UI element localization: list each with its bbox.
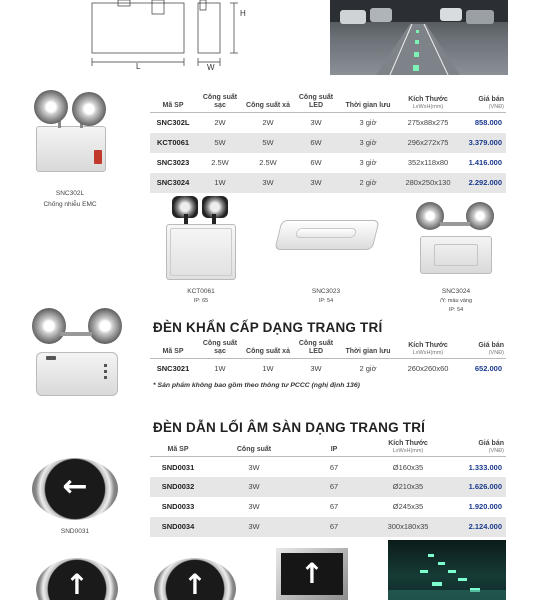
col-header-discharge: Công suất xả (244, 338, 292, 359)
table-row (150, 497, 506, 517)
col-header-size: Kích Thước LxWxH(mm) (366, 438, 450, 457)
cell-price: 652.000 (474, 364, 502, 374)
cell-ip: 67 (329, 462, 339, 472)
dim-label-w: W (207, 63, 215, 72)
cell-ip: 67 (329, 502, 339, 512)
cell-code: SNC3023 (156, 158, 190, 168)
arrow-up-icon: ↑ (65, 568, 89, 600)
col-header-led: Công suất LED (292, 92, 340, 113)
table-row (150, 457, 506, 477)
cell-led: 3W (292, 173, 340, 193)
col-header-price: Giá bán (VNĐ) (460, 92, 506, 113)
product-caption-kct0061 (160, 288, 242, 304)
cell-discharge: 5W (244, 133, 292, 153)
cell-code: SNC3021 (156, 364, 190, 374)
cell-discharge: 2.5W (259, 158, 277, 168)
cell-charge: 2.5W (211, 158, 229, 168)
product-desc: IP: 54 (318, 298, 334, 304)
col-header-code: Mã SP (150, 92, 196, 113)
cell-price: 858.000 (474, 118, 502, 128)
product-image-round-up-2 (154, 558, 236, 600)
product-image-kct0061 (162, 196, 240, 284)
cell-size: 352x118x80 (407, 158, 449, 168)
col-header-price: Giá bán (VNĐ) (450, 438, 506, 457)
table-row (150, 477, 506, 497)
col-header-discharge: Công suất xả (244, 92, 292, 113)
section-title-floor-guide: ĐÈN DẪN LỐI ÂM SÀN DẠNG TRANG TRÍ (153, 420, 426, 435)
cell-led: 6W (292, 133, 340, 153)
cell-power: 3W (206, 477, 302, 497)
pccc-note: * Sản phẩm không bao gồm theo thông tư PCCC (nghị định 136) (153, 382, 360, 389)
cell-size: Ø245x35 (392, 502, 424, 512)
stair-lights-photo (388, 540, 506, 600)
product-image-snc3024 (414, 200, 498, 278)
cell-led: 6W (310, 158, 322, 168)
product-image-snd0031 (32, 458, 118, 520)
cell-code: SND0032 (150, 477, 206, 497)
cell-size: 280x250x130 (396, 173, 460, 193)
product-desc: IP: 65 (193, 298, 209, 304)
parking-photo (330, 0, 508, 75)
col-header-led: Công suất LED (292, 338, 340, 359)
cell-ip: 67 (302, 517, 366, 537)
cell-size: Ø210x35 (366, 477, 450, 497)
product-caption-snc3023 (286, 288, 366, 304)
col-header-time: Thời gian lưu (340, 92, 396, 113)
arrow-up-icon: ↑ (300, 557, 324, 590)
cell-charge: 1W (214, 364, 226, 374)
cell-code: SND0034 (150, 517, 206, 537)
product-image-snc302l (28, 88, 114, 188)
product-image-square-up (276, 548, 348, 600)
col-header-price: Giá bán (VNĐ) (460, 338, 506, 359)
cell-charge: 1W (196, 173, 244, 193)
cell-discharge: 1W (262, 364, 274, 374)
cell-power: 3W (248, 462, 260, 472)
section-title-decor-emergency: ĐÈN KHẨN CẤP DẠNG TRANG TRÍ (153, 320, 383, 335)
cell-led: 3W (310, 118, 322, 128)
cell-charge: 5W (196, 133, 244, 153)
product-name: KCT0061 (187, 288, 215, 295)
cell-power: 3W (206, 517, 302, 537)
product-name: SNC3023 (311, 288, 341, 295)
table-row (150, 173, 506, 193)
col-header-charge: Công suất sạc (196, 92, 244, 113)
cell-size: 296x272x75 (396, 133, 460, 153)
product-name: SNC3024 (441, 288, 471, 295)
cell-price: 1.416.000 (468, 158, 502, 168)
col-header-code: Mã SP (150, 338, 196, 359)
cell-price: 3.379.000 (460, 133, 506, 153)
table-row (150, 517, 506, 537)
cell-size: 275x88x275 (407, 118, 449, 128)
cell-charge: 2W (214, 118, 226, 128)
cell-code: SND0031 (161, 462, 195, 472)
cell-code: KCT0061 (150, 133, 196, 153)
product-caption-snc302l (20, 190, 120, 208)
col-header-ip: IP (302, 438, 366, 457)
col-header-code: Mã SP (150, 438, 206, 457)
cell-price: 2.292.000 (460, 173, 506, 193)
product-name: SNC302L (55, 190, 85, 197)
col-header-size: Kích Thước LxWxH(mm) (396, 92, 460, 113)
arrow-up-icon: ↑ (183, 568, 207, 600)
table-row (150, 113, 506, 133)
dim-label-h: H (240, 9, 246, 18)
cell-size: Ø160x35 (392, 462, 424, 472)
dim-label-l: L (136, 62, 141, 71)
cell-price: 1.333.000 (468, 462, 502, 472)
product-caption-snd0031: SND0031 (60, 528, 90, 535)
cell-discharge: 2W (262, 118, 274, 128)
cell-time: 3 giờ (340, 133, 396, 153)
table-row (150, 133, 506, 153)
product-desc: /Y: màu vàng (439, 298, 473, 304)
dimension-drawing (84, 0, 254, 72)
cell-discharge: 3W (244, 173, 292, 193)
product-image-round-up-1 (36, 558, 118, 600)
cell-code: SND0033 (161, 502, 195, 512)
arrow-left-icon: ← (62, 469, 88, 504)
cell-code: SNC302L (156, 118, 190, 128)
cell-time: 3 giờ (359, 118, 377, 128)
cell-power: 3W (248, 502, 260, 512)
cell-price: 2.124.000 (450, 517, 506, 537)
col-header-charge: Công suất sạc (196, 338, 244, 359)
product-image-snc3023 (272, 206, 382, 266)
product-desc: Chống nhiễu EMC (43, 201, 97, 208)
cell-time: 3 giờ (359, 158, 377, 168)
product-image-snc3021 (30, 306, 122, 398)
col-header-size: Kích Thước LxWxH(mm) (396, 338, 460, 359)
table-row (150, 359, 506, 379)
table-header-row (150, 338, 506, 359)
cell-code: SNC3024 (150, 173, 196, 193)
decor-emergency-table (150, 338, 506, 379)
cell-size: 260x260x60 (407, 364, 449, 374)
cell-time: 2 giờ (340, 173, 396, 193)
cell-led: 3W (310, 364, 322, 374)
product-caption-snc3024 (414, 288, 498, 313)
emergency-table (150, 92, 506, 193)
floor-guide-table (150, 438, 506, 537)
cell-size: 300x180x35 (366, 517, 450, 537)
table-header-row (150, 92, 506, 113)
cell-time: 2 giờ (359, 364, 377, 374)
table-row (150, 153, 506, 173)
col-header-time: Thời gian lưu (340, 338, 396, 359)
cell-price: 1.920.000 (468, 502, 502, 512)
table-header-row (150, 438, 506, 457)
cell-price: 1.626.000 (450, 477, 506, 497)
col-header-power: Công suất (206, 438, 302, 457)
cell-ip: 67 (302, 477, 366, 497)
product-desc-ip: IP: 54 (448, 307, 464, 313)
